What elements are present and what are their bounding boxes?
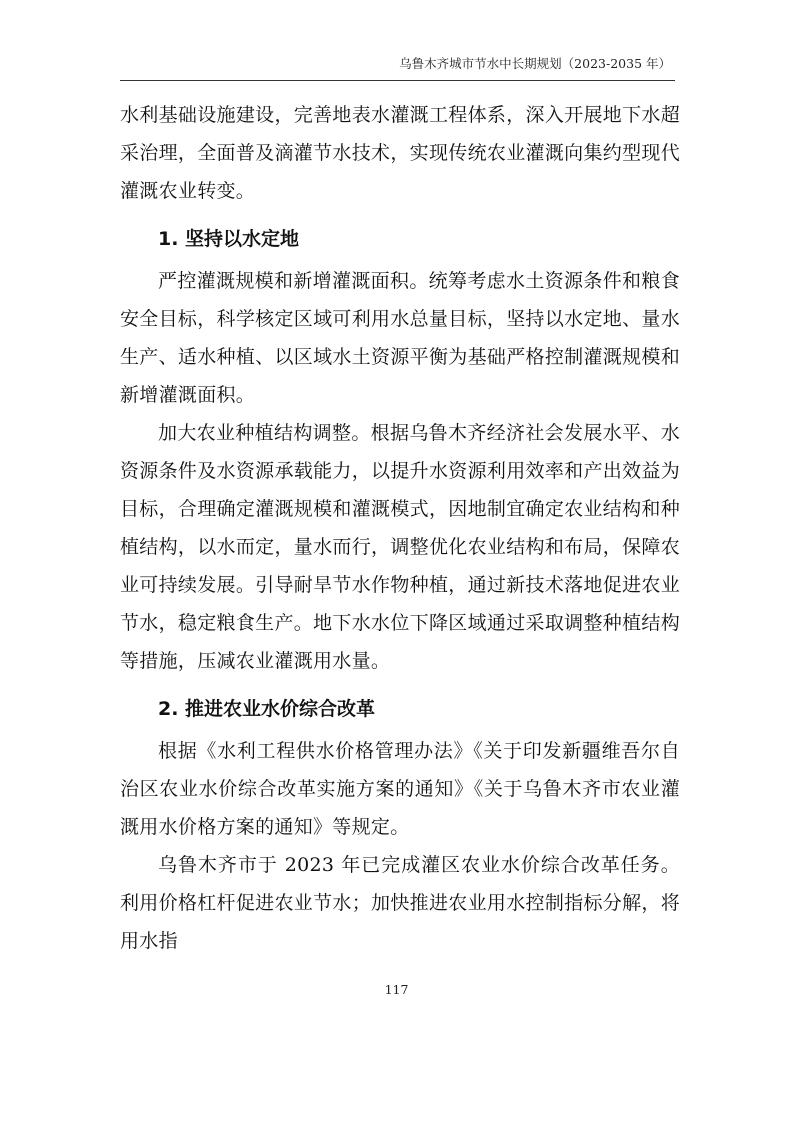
paragraph-continued: 水利基础设施建设，完善地表水灌溉工程体系，深入开展地下水超采治理，全面普及滴灌节水技术，实现传统农业灌溉向集约型现代灌溉农业转变。 bbox=[120, 104, 680, 202]
page-body bbox=[120, 96, 680, 960]
paragraph-reform-progress: 乌鲁木齐市于 2023 年已完成灌区农业水价综合改革任务。利用价格杠杆促进农业节水；加快推进农业用水控制指标分解，将用水指 bbox=[120, 854, 680, 952]
page-number: 117 bbox=[384, 982, 409, 997]
paragraph-planting-structure: 加大农业种植结构调整。根据乌鲁木齐经济社会发展水平、水资源条件及水资源承载能力，以提升水资源利用效率和产出效益为目标，合理确定灌溉规模和灌溉模式，因地制宜确定农业结构和种植结构，以水而定，量水而行，调整优化农业结构和布局，保障农业可持续发展。引导耐旱节水作物种植，通过新技术落地促进农业节水，稳定粮食生产。地下水水位下降区域通过采取调整种植结构等措施，压减农业灌溉用水量。 bbox=[120, 422, 680, 672]
paragraph-irrigation-scale: 严控灌溉规模和新增灌溉面积。统筹考虑水土资源条件和粮食安全目标，科学核定区域可利用水总量目标，坚持以水定地、量水生产、适水种植、以区域水土资源平衡为基础严格控制灌溉规模和新增灌溉面积。 bbox=[120, 270, 680, 406]
header-divider bbox=[120, 80, 675, 81]
section-heading-1: 1. 坚持以水定地 bbox=[158, 228, 300, 250]
running-header-title: 乌鲁木齐城市节水中长期规划（2023-2035 年） bbox=[399, 56, 671, 71]
section-heading-2: 2. 推进农业水价综合改革 bbox=[158, 698, 376, 720]
paragraph-regulations: 根据《水利工程供水价格管理办法》《关于印发新疆维吾尔自治区农业水价综合改革实施方案的通知》《关于乌鲁木齐市农业灌溉用水价格方案的通知》等规定。 bbox=[120, 740, 680, 838]
